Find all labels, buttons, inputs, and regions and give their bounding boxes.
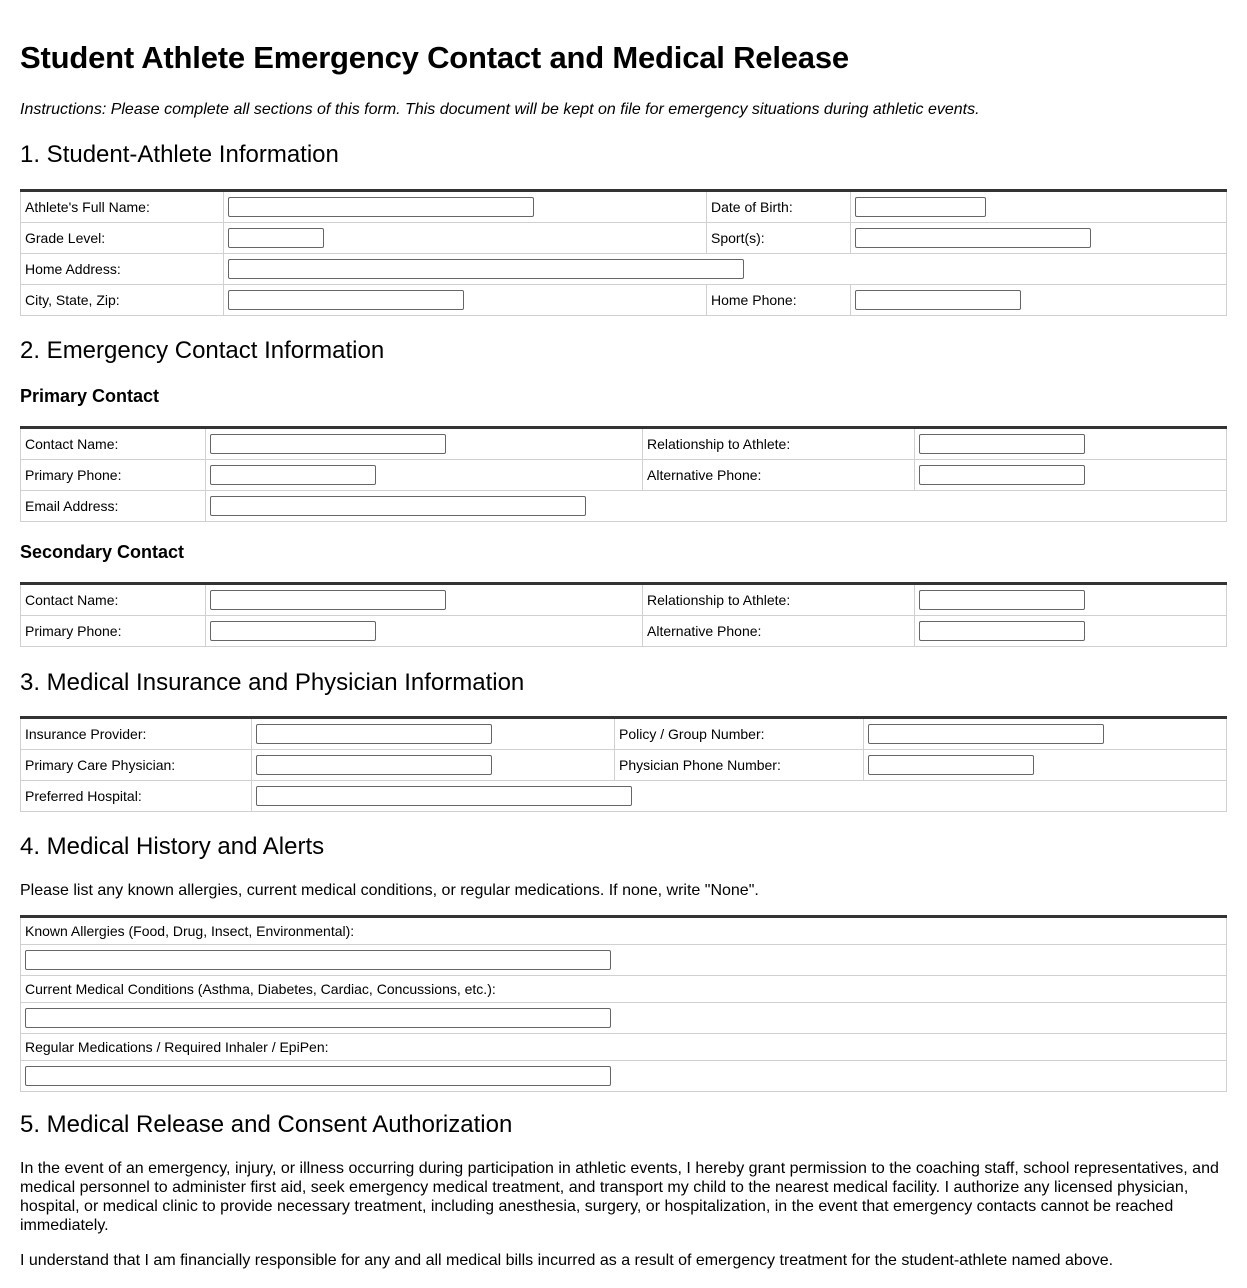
- section-3-heading: 3. Medical Insurance and Physician Information: [20, 669, 525, 696]
- insurance-provider-input[interactable]: [256, 724, 492, 744]
- policy-number-input[interactable]: [868, 724, 1104, 744]
- primary-contact-name-input[interactable]: [210, 434, 446, 454]
- field-label: Grade Level:: [21, 223, 224, 254]
- section-1-heading: 1. Student-Athlete Information: [20, 141, 339, 168]
- consent-paragraph: In the event of an emergency, injury, or illness occurring during participation in athletic events, I hereby grant permission to the coaching staff, school representatives, and medical personnel to administer first aid, seek emergency medical treatment, and transport my child to the nearest medical facility. I authorize any licensed physician, hospital, or medical clinic to provide necessary treatment, including anesthesia, surgery, or hospitalization, in the event that emergency contacts cannot be reached immediately.: [20, 1160, 1219, 1234]
- primary-email-input[interactable]: [210, 496, 586, 516]
- field-label: Home Phone:: [707, 285, 851, 316]
- field-label: Current Medical Conditions (Asthma, Diabetes, Cardiac, Concussions, etc.):: [21, 976, 1227, 1003]
- medical-history-intro: Please list any known allergies, current medical conditions, or regular medications. If none, write "None".: [20, 882, 759, 899]
- field-label: Contact Name:: [21, 428, 206, 460]
- table-row: [21, 945, 1227, 976]
- table-row: [21, 976, 1227, 1003]
- physician-phone-input[interactable]: [868, 755, 1034, 775]
- field-label: City, State, Zip:: [21, 285, 224, 316]
- field-label: Policy / Group Number:: [615, 718, 864, 750]
- field-label: Athlete's Full Name:: [21, 191, 224, 223]
- section-4-heading: 4. Medical History and Alerts: [20, 833, 325, 860]
- secondary-contact-table: [20, 582, 1227, 647]
- field-label: Physician Phone Number:: [615, 750, 864, 781]
- primary-contact-table: [20, 426, 1227, 522]
- field-label: Primary Phone:: [21, 460, 206, 491]
- field-label: Primary Care Physician:: [21, 750, 252, 781]
- dob-input[interactable]: [855, 197, 986, 217]
- table-row: [21, 584, 1227, 616]
- table-row: [21, 917, 1227, 945]
- field-label: Sport(s):: [707, 223, 851, 254]
- sports-input[interactable]: [855, 228, 1091, 248]
- primary-relationship-input[interactable]: [919, 434, 1085, 454]
- insurance-table: [20, 716, 1227, 812]
- table-row: [21, 1003, 1227, 1034]
- field-label: Date of Birth:: [707, 191, 851, 223]
- table-row: [21, 191, 1227, 223]
- table-row: [21, 616, 1227, 647]
- secondary-alt-phone-input[interactable]: [919, 621, 1085, 641]
- table-row: [21, 254, 1227, 285]
- secondary-contact-name-input[interactable]: [210, 590, 446, 610]
- field-label: Alternative Phone:: [643, 616, 915, 647]
- secondary-contact-heading: Secondary Contact: [20, 542, 185, 562]
- physician-input[interactable]: [256, 755, 492, 775]
- table-row: [21, 1034, 1227, 1061]
- field-label: Known Allergies (Food, Drug, Insect, Environmental):: [21, 917, 1227, 945]
- preferred-hospital-input[interactable]: [256, 786, 632, 806]
- primary-contact-heading: Primary Contact: [20, 386, 160, 406]
- table-row: [21, 285, 1227, 316]
- athlete-name-input[interactable]: [228, 197, 534, 217]
- table-row: [21, 223, 1227, 254]
- allergies-input[interactable]: [25, 950, 611, 970]
- table-row: [21, 1061, 1227, 1092]
- field-label: Primary Phone:: [21, 616, 206, 647]
- table-row: [21, 750, 1227, 781]
- field-label: Alternative Phone:: [643, 460, 915, 491]
- section-5-heading: 5. Medical Release and Consent Authorization: [20, 1111, 513, 1138]
- secondary-relationship-input[interactable]: [919, 590, 1085, 610]
- conditions-input[interactable]: [25, 1008, 611, 1028]
- table-row: [21, 718, 1227, 750]
- field-label: Relationship to Athlete:: [643, 584, 915, 616]
- grade-input[interactable]: [228, 228, 324, 248]
- field-label: Regular Medications / Required Inhaler / EpiPen:: [21, 1034, 1227, 1061]
- table-row: [21, 428, 1227, 460]
- city-state-zip-input[interactable]: [228, 290, 464, 310]
- secondary-phone-input[interactable]: [210, 621, 376, 641]
- field-label: Contact Name:: [21, 584, 206, 616]
- home-address-input[interactable]: [228, 259, 744, 279]
- primary-alt-phone-input[interactable]: [919, 465, 1085, 485]
- field-label: Preferred Hospital:: [21, 781, 252, 812]
- instructions-text: Instructions: Please complete all sections of this form. This document will be kept on file for emergency situations during athletic events.: [20, 101, 980, 118]
- field-label: Relationship to Athlete:: [643, 428, 915, 460]
- student-info-table: [20, 189, 1227, 316]
- page-title: Student Athlete Emergency Contact and Medical Release: [20, 40, 849, 75]
- field-label: Email Address:: [21, 491, 206, 522]
- home-phone-input[interactable]: [855, 290, 1021, 310]
- field-label: Home Address:: [21, 254, 224, 285]
- field-label: Insurance Provider:: [21, 718, 252, 750]
- financial-responsibility-paragraph: I understand that I am financially responsible for any and all medical bills incurred as a result of emergency treatment for the student-athlete named above.: [20, 1252, 1114, 1269]
- medical-history-table: [20, 915, 1227, 1092]
- table-row: [21, 491, 1227, 522]
- medications-input[interactable]: [25, 1066, 611, 1086]
- section-2-heading: 2. Emergency Contact Information: [20, 337, 385, 364]
- table-row: [21, 781, 1227, 812]
- primary-phone-input[interactable]: [210, 465, 376, 485]
- table-row: [21, 460, 1227, 491]
